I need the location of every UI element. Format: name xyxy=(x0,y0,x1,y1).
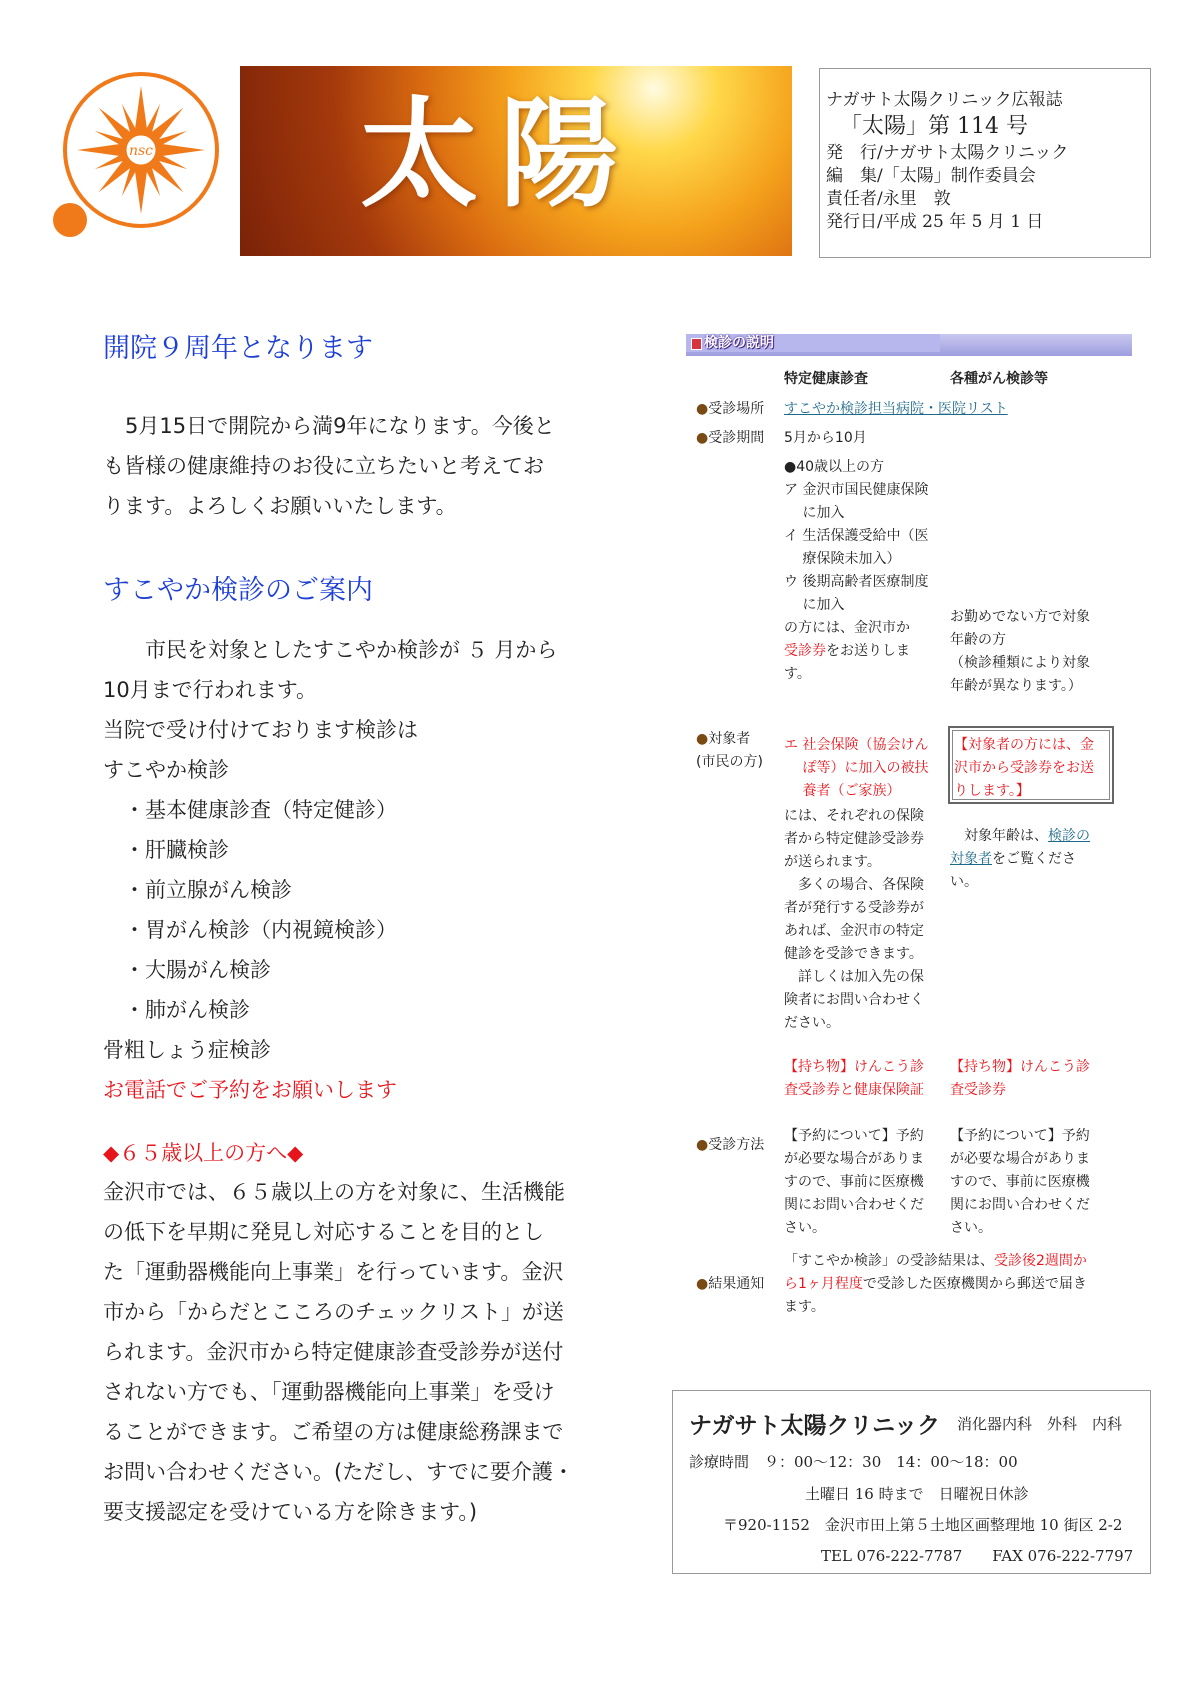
target-age-link[interactable]: 検診の xyxy=(1048,828,1090,844)
text-line: あれば、金沢市の特定 xyxy=(784,923,924,939)
text-line: エ 社会保険（協会けん xyxy=(784,737,929,753)
target-col1-after xyxy=(784,805,944,1035)
text-line: りします。】 xyxy=(954,783,1030,799)
text-line: が送られます。 xyxy=(784,854,881,870)
text-line: の低下を早期に発見し対応することを目的とし xyxy=(103,1220,544,1244)
text-line: た「運動器機能向上事業」を行っています。金沢 xyxy=(103,1260,564,1284)
text-line: 要支援認定を受けている方を除きます。) xyxy=(103,1500,478,1524)
row-label-period: ●受診期間 xyxy=(696,430,765,446)
text-line: す。 xyxy=(784,666,811,682)
col-header-cancer: 各種がん検診等 xyxy=(950,371,1048,387)
text-line: されない方でも、「運動器機能向上事業」を受け xyxy=(103,1380,555,1404)
text-line: に加入 xyxy=(784,505,845,521)
text-line: ります。よろしくお願いいたします。 xyxy=(103,494,457,518)
list-item: ・基本健康診査（特定健診） xyxy=(103,798,397,822)
reservation-notice: お電話でご予約をお願いします xyxy=(103,1078,397,1102)
text-line: 健診を受診できます。 xyxy=(784,946,923,962)
text-line: 詳しくは加入先の保 xyxy=(784,969,924,985)
info-line: ナガサト太陽クリニック広報誌 xyxy=(826,90,1063,110)
anniversary-text xyxy=(103,406,593,526)
svg-text:nsc: nsc xyxy=(128,143,154,159)
text-line: に加入 xyxy=(784,597,845,613)
section-heading-seniors: ◆６５歳以上の方へ◆ xyxy=(103,1141,304,1165)
clinic-contact-box xyxy=(672,1390,1151,1574)
departments: 消化器内科 外科 内科 xyxy=(957,1415,1123,1433)
text-line: 【持ち物】けんこう診 xyxy=(950,1059,1090,1075)
text-line: が必要な場合がありま xyxy=(950,1151,1090,1167)
text-line: ださい。 xyxy=(784,1015,840,1031)
publication-info-box xyxy=(819,68,1151,258)
hospital-list-link[interactable]: すこやか検診担当病院・医院リスト xyxy=(784,401,1008,417)
row-label-method: ●受診方法 xyxy=(696,1137,765,1153)
row-label-target: ●対象者 (市民の方) xyxy=(696,731,763,770)
address: 〒920-1152 金沢市田上第５土地区画整理地 10 街区 2-2 xyxy=(723,1516,1123,1534)
table-title: 検診の説明 xyxy=(704,335,774,351)
info-line: 責任者/永里 敦 xyxy=(826,189,951,209)
text-line: イ 生活保護受給中（医 xyxy=(784,528,929,544)
row-label-result: ●結果通知 xyxy=(696,1276,765,1292)
section-heading-anniversary: 開院９周年となります xyxy=(103,333,373,364)
text-line: の方には、金沢市か xyxy=(784,620,910,636)
text-line: 沢市から受診券をお送 xyxy=(954,760,1094,776)
info-line: 発行日/平成 25 年 5 月 1 日 xyxy=(826,212,1044,232)
text-line: 当院で受け付けております検診は xyxy=(103,718,418,742)
info-line: 編 集/「太陽」制作委員会 xyxy=(826,166,1036,186)
row-label-place: ●受診場所 xyxy=(696,401,765,417)
text-line: られます。金沢市から特定健康診査受診券が送付 xyxy=(103,1340,564,1364)
clinic-name: ナガサト太陽クリニック xyxy=(689,1413,941,1439)
text-line: お問い合わせください。(ただし、すでに要介護・ xyxy=(103,1460,574,1484)
list-item: ・肝臓検診 xyxy=(103,838,229,862)
phone-fax: TEL 076-222-7787 FAX 076-222-7797 xyxy=(821,1547,1134,1565)
method-col1 xyxy=(784,1125,944,1240)
seniors-text xyxy=(103,1172,593,1532)
text-line: 険者にお問い合わせく xyxy=(784,992,924,1008)
text-line: 療保険未加入） xyxy=(784,551,901,567)
text-line: さい。 xyxy=(950,1220,992,1236)
target-persons-link[interactable]: 対象者 xyxy=(950,851,992,867)
text-line: ることができます。ご希望の方は健康総務課まで xyxy=(103,1420,564,1444)
target-e-social-insurance xyxy=(784,734,944,803)
info-line: 発 行/ナガサト太陽クリニック xyxy=(826,143,1069,163)
text-line: すので、事前に医療機 xyxy=(950,1174,1090,1190)
text-line: 査受診券 xyxy=(950,1082,1006,1098)
list-item: ・前立腺がん検診 xyxy=(103,878,292,902)
text-line: 5月15日で開院から満9年になります。今後と xyxy=(125,414,555,438)
text-line: 関にお問い合わせくだ xyxy=(784,1197,924,1213)
items-col1 xyxy=(784,1056,944,1102)
list-item: ・肺がん検診 xyxy=(103,998,250,1022)
text-line: 養者（ご家族） xyxy=(784,783,901,799)
table-title-bar xyxy=(686,334,1132,356)
section-heading-checkup: すこやか検診のご案内 xyxy=(103,575,373,606)
text-line: （検診種類により対象 xyxy=(950,655,1090,671)
text-line: ●40歳以上の方 xyxy=(784,459,885,475)
items-col2 xyxy=(950,1056,1120,1102)
period-value: 5月から10月 xyxy=(784,430,867,446)
method-col2 xyxy=(950,1125,1120,1240)
text-line: ぽ等）に加入の被扶 xyxy=(784,760,929,776)
text-line: ウ 後期高齢者医療制度 xyxy=(784,574,929,590)
text-line: には、それぞれの保険 xyxy=(784,808,924,824)
text-line: 市民を対象としたすこやか検診が ５ 月から xyxy=(103,638,558,662)
text-line: 【予約について】予約 xyxy=(950,1128,1090,1144)
text-line: 者が発行する受診券が xyxy=(784,900,924,916)
text-line: も皆様の健康維持のお役に立ちたいと考えてお xyxy=(103,454,544,478)
list-item: ・胃がん検診（内視鏡検診） xyxy=(103,918,397,942)
banner-title: 太陽 xyxy=(360,84,641,223)
checkup-text xyxy=(103,630,603,1110)
target-col1 xyxy=(784,456,944,686)
text-line: 金沢市では、６５歳以上の方を対象に、生活機能 xyxy=(103,1180,565,1204)
office-hours: 診療時間 ９：00～12：30 14：00～18：00 xyxy=(689,1453,1018,1471)
col-header-specific: 特定健康診査 xyxy=(784,371,868,387)
text-line: お勤めでない方で対象 xyxy=(950,609,1090,625)
square-bullet-icon xyxy=(691,338,702,350)
clinic-logo xyxy=(44,72,219,247)
text-line: 関にお問い合わせくだ xyxy=(950,1197,1090,1213)
issue-number: 「太陽」第 114 号 xyxy=(840,114,1028,139)
text-line: 【対象者の方には、金 xyxy=(954,737,1094,753)
checkup-info-table xyxy=(686,330,1140,1320)
text-line: 【予約について】予約 xyxy=(784,1128,924,1144)
text-line: 10月まで行われます。 xyxy=(103,678,318,702)
office-hours-note: 土曜日 16 時まで 日曜祝日休診 xyxy=(805,1485,1029,1503)
text-line: 【持ち物】けんこう診 xyxy=(784,1059,924,1075)
target-col2 xyxy=(950,606,1120,698)
voucher-notice-box xyxy=(948,726,1114,804)
target-col2-after: 対象年齢は、検診の 対象者をご覧くださ い。 xyxy=(950,828,1090,890)
text-line: ア 金沢市国民健康保険 xyxy=(784,482,929,498)
text-line: 者から特定健診受診券 xyxy=(784,831,924,847)
text-line: さい。 xyxy=(784,1220,826,1236)
result-text: 「すこやか検診」の受診結果は、受診後2週間か ら1ヶ月程度で受診した医療機関から郵送で届き ます。 xyxy=(784,1253,1087,1315)
text-line: すので、事前に医療機 xyxy=(784,1174,924,1190)
text-line: 多くの場合、各保険 xyxy=(784,877,924,893)
text-line: が必要な場合がありま xyxy=(784,1151,924,1167)
text-line: 査受診券と健康保険証 xyxy=(784,1082,924,1098)
list-item: ・大腸がん検診 xyxy=(103,958,271,982)
text-line: すこやか検診 xyxy=(103,758,229,782)
text-line: 受診券をお送りしま xyxy=(784,643,910,659)
text-line: 市から「からだとこころのチェックリスト」が送 xyxy=(103,1300,564,1324)
text-line: 年齢の方 xyxy=(950,632,1006,648)
text-line: 骨粗しょう症検診 xyxy=(103,1038,271,1062)
header-banner xyxy=(240,66,792,256)
text-line: 年齢が異なります。） xyxy=(950,678,1082,694)
